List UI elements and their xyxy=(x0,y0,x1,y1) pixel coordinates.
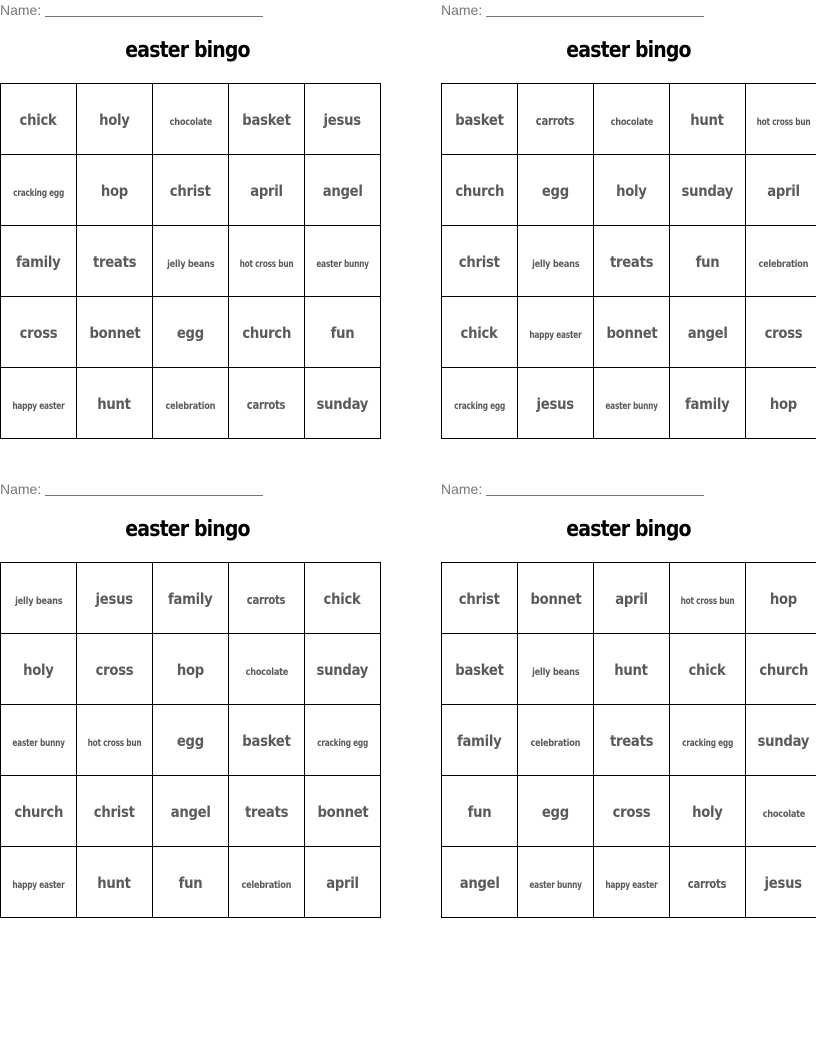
bingo-cell-text: sunday xyxy=(316,660,369,679)
bingo-cell-text: carrots xyxy=(247,591,286,607)
bingo-cell xyxy=(518,226,594,297)
bingo-cell-text: april xyxy=(250,181,283,200)
name-label: Name: xyxy=(0,481,42,497)
bingo-cell xyxy=(77,563,153,634)
bingo-cell-text: bonnet xyxy=(88,323,140,342)
bingo-cell-text: angel xyxy=(459,873,500,892)
bingo-cell-text: cracking egg xyxy=(317,737,368,749)
bingo-cell-text: cracking egg xyxy=(682,737,733,749)
bingo-cell-text: cross xyxy=(764,323,803,342)
bingo-cell xyxy=(442,776,518,847)
name-field xyxy=(441,481,704,497)
bingo-cell-text: treats xyxy=(244,802,289,821)
bingo-row xyxy=(1,847,381,918)
bingo-row xyxy=(1,776,381,847)
bingo-cell xyxy=(442,84,518,155)
bingo-cell xyxy=(229,297,305,368)
bingo-cell xyxy=(1,776,77,847)
bingo-cell xyxy=(442,563,518,634)
bingo-cell xyxy=(518,84,594,155)
bingo-cell-text: celebration xyxy=(241,879,292,891)
bingo-cell xyxy=(746,705,816,776)
bingo-cell-text: jesus xyxy=(95,589,134,608)
bingo-cell-text: angel xyxy=(170,802,211,821)
bingo-row xyxy=(1,155,381,226)
bingo-grid xyxy=(441,83,816,439)
bingo-cell-text: chocolate xyxy=(169,116,212,128)
bingo-cell-text: fun xyxy=(467,802,492,821)
bingo-row xyxy=(1,368,381,439)
bingo-cell xyxy=(229,705,305,776)
bingo-cell xyxy=(746,226,816,297)
bingo-cell-text: jelly beans xyxy=(166,258,215,270)
bingo-cell-text: christ xyxy=(170,181,211,200)
bingo-row xyxy=(442,368,816,439)
bingo-cell xyxy=(305,155,381,226)
card-title: easter bingo xyxy=(125,517,250,542)
bingo-row xyxy=(442,776,816,847)
bingo-cell-text: egg xyxy=(176,323,205,342)
bingo-cell xyxy=(746,297,816,368)
bingo-cell-text: egg xyxy=(541,802,570,821)
bingo-cell xyxy=(1,563,77,634)
bingo-cell-text: basket xyxy=(242,110,291,129)
bingo-cell-text: basket xyxy=(455,110,504,129)
bingo-cell-text: april xyxy=(615,589,648,608)
bingo-cell xyxy=(670,226,746,297)
bingo-cell xyxy=(153,226,229,297)
bingo-cell-text: chocolate xyxy=(762,808,805,820)
bingo-row xyxy=(442,634,816,705)
bingo-cell xyxy=(229,226,305,297)
bingo-cell-text: hunt xyxy=(97,873,132,892)
bingo-cell-text: fun xyxy=(178,873,203,892)
bingo-cell-text: christ xyxy=(459,589,500,608)
bingo-cell-text: chocolate xyxy=(610,116,653,128)
name-blank-line xyxy=(486,481,704,496)
bingo-cell-text: jesus xyxy=(536,394,575,413)
bingo-cell xyxy=(77,155,153,226)
bingo-grid xyxy=(0,562,381,918)
bingo-cell xyxy=(305,368,381,439)
bingo-cell xyxy=(518,847,594,918)
bingo-cell-text: hop xyxy=(100,181,129,200)
bingo-cell xyxy=(229,155,305,226)
bingo-cell xyxy=(1,705,77,776)
bingo-cell xyxy=(746,776,816,847)
bingo-cell xyxy=(594,563,670,634)
bingo-cell-text: chick xyxy=(688,660,727,679)
bingo-cell xyxy=(670,368,746,439)
bingo-cell-text: hot cross bun xyxy=(87,737,142,749)
bingo-cell-text: hop xyxy=(769,589,798,608)
bingo-cell-text: bonnet xyxy=(605,323,657,342)
bingo-cell-text: jesus xyxy=(764,873,803,892)
bingo-cell-text: easter bunny xyxy=(605,400,658,412)
bingo-cell-text: chocolate xyxy=(245,666,288,678)
bingo-cell-text: easter bunny xyxy=(316,258,369,270)
bingo-cell xyxy=(518,705,594,776)
bingo-cell xyxy=(305,563,381,634)
bingo-cell-text: hop xyxy=(769,394,798,413)
bingo-cell-text: christ xyxy=(94,802,135,821)
bingo-cell xyxy=(305,847,381,918)
bingo-cell xyxy=(442,226,518,297)
bingo-cell-text: april xyxy=(326,873,359,892)
bingo-cell xyxy=(594,368,670,439)
bingo-cell-text: carrots xyxy=(536,112,575,128)
bingo-cell xyxy=(1,226,77,297)
bingo-cell-text: church xyxy=(455,181,504,200)
bingo-cell xyxy=(229,84,305,155)
bingo-row xyxy=(442,563,816,634)
bingo-cell-text: chick xyxy=(19,110,58,129)
bingo-cell-text: cracking egg xyxy=(13,187,64,199)
bingo-cell xyxy=(746,155,816,226)
bingo-cell xyxy=(670,705,746,776)
bingo-cell-text: happy easter xyxy=(529,329,582,341)
bingo-cell xyxy=(442,705,518,776)
bingo-cell xyxy=(670,297,746,368)
bingo-cell xyxy=(670,634,746,705)
bingo-cell-text: celebration xyxy=(530,737,581,749)
bingo-cell-text: hop xyxy=(176,660,205,679)
bingo-cell xyxy=(518,634,594,705)
bingo-cell-text: treats xyxy=(92,252,137,271)
bingo-cell-text: jelly beans xyxy=(531,258,580,270)
bingo-cell xyxy=(153,847,229,918)
name-field xyxy=(441,2,704,18)
bingo-cell-text: family xyxy=(685,394,730,413)
bingo-cell-text: bonnet xyxy=(529,589,581,608)
bingo-cell xyxy=(305,705,381,776)
bingo-cell-text: fun xyxy=(695,252,720,271)
name-blank-line xyxy=(45,2,263,17)
bingo-cell-text: treats xyxy=(609,252,654,271)
card-title: easter bingo xyxy=(566,38,691,63)
bingo-cell-text: sunday xyxy=(681,181,734,200)
bingo-cell-text: hunt xyxy=(690,110,725,129)
bingo-cell-text: family xyxy=(457,731,502,750)
bingo-cell xyxy=(153,297,229,368)
bingo-cell-text: carrots xyxy=(688,875,727,891)
bingo-cell-text: celebration xyxy=(165,400,216,412)
bingo-cell xyxy=(594,84,670,155)
bingo-cell xyxy=(442,634,518,705)
bingo-row xyxy=(442,297,816,368)
bingo-cell-text: holy xyxy=(99,110,130,129)
bingo-cell xyxy=(594,705,670,776)
bingo-cell xyxy=(746,847,816,918)
bingo-cell-text: basket xyxy=(455,660,504,679)
bingo-cell xyxy=(153,155,229,226)
card-title: easter bingo xyxy=(125,38,250,63)
bingo-row xyxy=(442,155,816,226)
bingo-cell xyxy=(442,297,518,368)
name-label: Name: xyxy=(0,2,42,18)
bingo-cell-text: jelly beans xyxy=(531,666,580,678)
bingo-cell xyxy=(670,563,746,634)
bingo-cell-text: holy xyxy=(23,660,54,679)
bingo-cell xyxy=(1,84,77,155)
bingo-cell xyxy=(746,368,816,439)
name-label: Name: xyxy=(441,2,483,18)
bingo-cell xyxy=(305,634,381,705)
bingo-cell-text: fun xyxy=(330,323,355,342)
bingo-cell-text: christ xyxy=(459,252,500,271)
bingo-cell xyxy=(518,155,594,226)
bingo-cell xyxy=(305,84,381,155)
bingo-row xyxy=(1,297,381,368)
bingo-cell xyxy=(1,847,77,918)
bingo-row xyxy=(1,634,381,705)
bingo-cell xyxy=(746,563,816,634)
bingo-cell xyxy=(305,297,381,368)
bingo-cell xyxy=(153,368,229,439)
bingo-cell-text: cross xyxy=(19,323,58,342)
bingo-cell xyxy=(670,84,746,155)
bingo-cell xyxy=(746,84,816,155)
name-blank-line xyxy=(45,481,263,496)
bingo-cell-text: carrots xyxy=(247,396,286,412)
bingo-cell-text: church xyxy=(759,660,808,679)
bingo-cell xyxy=(670,155,746,226)
name-field xyxy=(0,481,263,497)
bingo-cell-text: church xyxy=(242,323,291,342)
bingo-cell-text: family xyxy=(168,589,213,608)
bingo-cell xyxy=(153,705,229,776)
bingo-cell xyxy=(229,563,305,634)
bingo-cell xyxy=(518,297,594,368)
bingo-cell xyxy=(77,226,153,297)
bingo-cell xyxy=(229,634,305,705)
bingo-cell-text: holy xyxy=(616,181,647,200)
bingo-cell-text: egg xyxy=(176,731,205,750)
bingo-cell-text: bonnet xyxy=(316,802,368,821)
bingo-row xyxy=(1,705,381,776)
bingo-row xyxy=(1,84,381,155)
bingo-cell-text: church xyxy=(14,802,63,821)
bingo-grid xyxy=(441,562,816,918)
bingo-cell-text: cross xyxy=(612,802,651,821)
bingo-cell-text: family xyxy=(16,252,61,271)
bingo-cell xyxy=(518,776,594,847)
bingo-cell xyxy=(229,776,305,847)
bingo-cell xyxy=(1,297,77,368)
bingo-cell xyxy=(77,84,153,155)
bingo-row xyxy=(442,226,816,297)
bingo-cell xyxy=(594,155,670,226)
bingo-cell-text: hot cross bun xyxy=(756,116,811,128)
bingo-row xyxy=(1,563,381,634)
bingo-cell-text: happy easter xyxy=(605,879,658,891)
bingo-cell-text: celebration xyxy=(758,258,809,270)
bingo-cell xyxy=(77,634,153,705)
bingo-cell-text: egg xyxy=(541,181,570,200)
bingo-cell-text: angel xyxy=(687,323,728,342)
bingo-grid xyxy=(0,83,381,439)
bingo-cell xyxy=(594,634,670,705)
bingo-cell xyxy=(229,847,305,918)
bingo-cell xyxy=(442,155,518,226)
bingo-cell xyxy=(670,847,746,918)
bingo-row xyxy=(442,84,816,155)
bingo-cell-text: april xyxy=(767,181,800,200)
bingo-cell-text: treats xyxy=(609,731,654,750)
bingo-cell xyxy=(442,368,518,439)
name-blank-line xyxy=(486,2,704,17)
bingo-cell xyxy=(746,634,816,705)
bingo-cell xyxy=(518,563,594,634)
bingo-cell xyxy=(594,297,670,368)
bingo-cell-text: happy easter xyxy=(12,879,65,891)
name-field xyxy=(0,2,263,18)
bingo-cell xyxy=(594,847,670,918)
bingo-cell xyxy=(153,563,229,634)
bingo-cell-text: jelly beans xyxy=(14,595,63,607)
bingo-cell xyxy=(442,847,518,918)
bingo-cell-text: cracking egg xyxy=(454,400,505,412)
bingo-cell xyxy=(77,705,153,776)
bingo-cell-text: hot cross bun xyxy=(680,595,735,607)
bingo-cell-text: hunt xyxy=(97,394,132,413)
bingo-cell xyxy=(77,847,153,918)
bingo-cell xyxy=(77,776,153,847)
bingo-cell xyxy=(229,368,305,439)
bingo-cell-text: jesus xyxy=(323,110,362,129)
bingo-cell-text: sunday xyxy=(757,731,810,750)
bingo-cell-text: chick xyxy=(323,589,362,608)
bingo-cell xyxy=(153,84,229,155)
bingo-cell xyxy=(1,634,77,705)
bingo-cell-text: cross xyxy=(95,660,134,679)
bingo-cell xyxy=(594,776,670,847)
card-title: easter bingo xyxy=(566,517,691,542)
bingo-cell xyxy=(153,776,229,847)
name-label: Name: xyxy=(441,481,483,497)
bingo-row xyxy=(442,705,816,776)
bingo-cell xyxy=(594,226,670,297)
bingo-cell-text: easter bunny xyxy=(12,737,65,749)
bingo-cell xyxy=(305,776,381,847)
bingo-cell xyxy=(305,226,381,297)
bingo-row xyxy=(442,847,816,918)
bingo-cell xyxy=(670,776,746,847)
bingo-cell-text: angel xyxy=(322,181,363,200)
bingo-cell-text: sunday xyxy=(316,394,369,413)
bingo-cell-text: basket xyxy=(242,731,291,750)
bingo-cell-text: hunt xyxy=(614,660,649,679)
bingo-cell xyxy=(153,634,229,705)
bingo-cell xyxy=(77,297,153,368)
bingo-cell xyxy=(77,368,153,439)
bingo-cell xyxy=(1,368,77,439)
bingo-cell xyxy=(1,155,77,226)
bingo-cell-text: happy easter xyxy=(12,400,65,412)
bingo-cell-text: easter bunny xyxy=(529,879,582,891)
bingo-cell-text: hot cross bun xyxy=(239,258,294,270)
bingo-cell-text: chick xyxy=(460,323,499,342)
bingo-cell-text: holy xyxy=(692,802,723,821)
bingo-row xyxy=(1,226,381,297)
bingo-cell xyxy=(518,368,594,439)
